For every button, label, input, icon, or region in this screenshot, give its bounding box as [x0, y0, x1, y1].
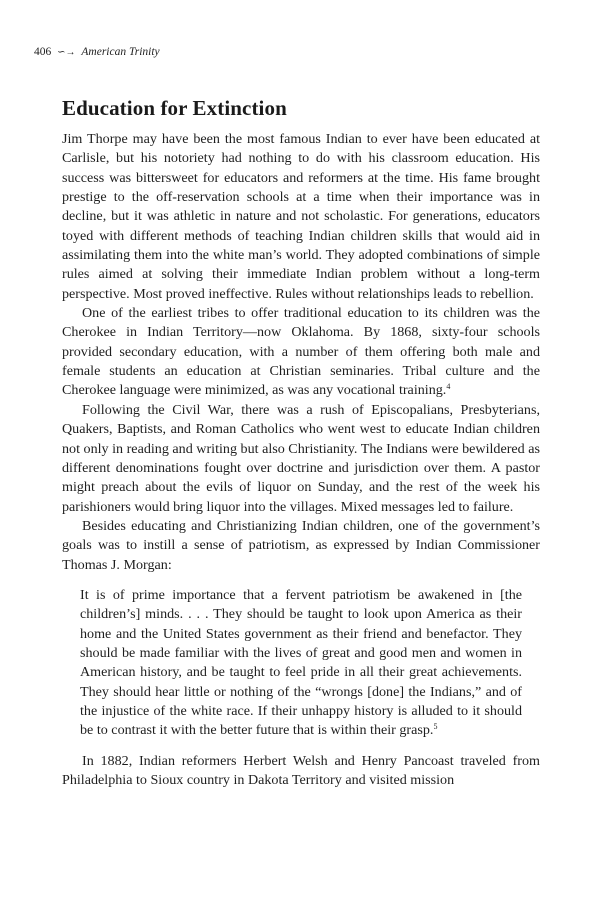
block-quote [80, 586, 522, 741]
paragraph-text: One of the earliest tribes to offer traditional education to its children was the Cherokee in Indian Territory—now Oklahoma. By 1868, sixty-four schools provided secondary education, with a number of them offering both male and female students an education at Christian seminaries. Tribal culture and the Cherokee language were minimized, as was any vocational training. [62, 305, 540, 399]
book-title: American Trinity [81, 46, 160, 58]
paragraph-text: In 1882, Indian reformers Herbert Welsh and Henry Pancoast traveled from Philadelphia to Sioux country in Dakota Territory and visited mission [62, 752, 540, 788]
paragraph [62, 130, 540, 304]
quote-text: It is of prime importance that a fervent patriotism be awakened in [the children’s] minds. . . . They should be taught to look upon America as their home and the United States government as their friend and benefactor. They should be made familiar with the lives of great and good men and women in American history, and be taught to feel pride in all their great achievements. They should hear little or nothing of the “wrongs [done] the Indians,” and of the injustice of the white race. If their unhappy history is alluded to it should be to contrast it with the better future that is within their grasp. [80, 586, 522, 739]
ornament-icon: ∽→ [57, 47, 76, 58]
paragraph [62, 401, 540, 517]
paragraph-text: Jim Thorpe may have been the most famous Indian to ever have been educated at Carlisle, but his notoriety had nothing to do with his classroom education. His success was bittersweet for educators and reformers at the time. His fame brought prestige to the off-reservation schools at a time when their importance was in decline, but it was athletic in nature and not scholastic. For generations, educators toyed with different methods of teaching Indian children skills that would aid in assimilating them into the white man’s world. They adopted combinations of simple rules aimed at solving their immediate Indian problem without a long-term perspective. Most proved ineffective. Rules without relationships leads to rebellion. [62, 131, 540, 302]
footnote-marker[interactable]: 5 [433, 722, 438, 732]
page-number: 406 [34, 46, 52, 58]
section-heading: Education for Extinction [62, 96, 287, 120]
paragraph [62, 752, 540, 791]
body-text [62, 130, 540, 790]
paragraph-text: Besides educating and Christianizing Indian children, one of the government’s goals was to instill a sense of patriotism, as expressed by Indian Commissioner Thomas J. Morgan: [62, 517, 540, 573]
paragraph [62, 304, 540, 401]
paragraph-text: Following the Civil War, there was a rush of Episcopalians, Presbyterians, Quakers, Baptists, and Roman Catholics who went west to educate Indian children not only in reading and writing but also Christianity. The Indians were bewildered as different denominations fought over doctrine and jurisdiction over them. A pastor might preach about the evils of liquor on Sunday, and the rest of the week his parishioners would bring liquor into the villages. Mixed messages led to failure. [62, 401, 540, 515]
paragraph [62, 517, 540, 575]
footnote-marker[interactable]: 4 [446, 382, 451, 392]
running-head [34, 46, 160, 58]
